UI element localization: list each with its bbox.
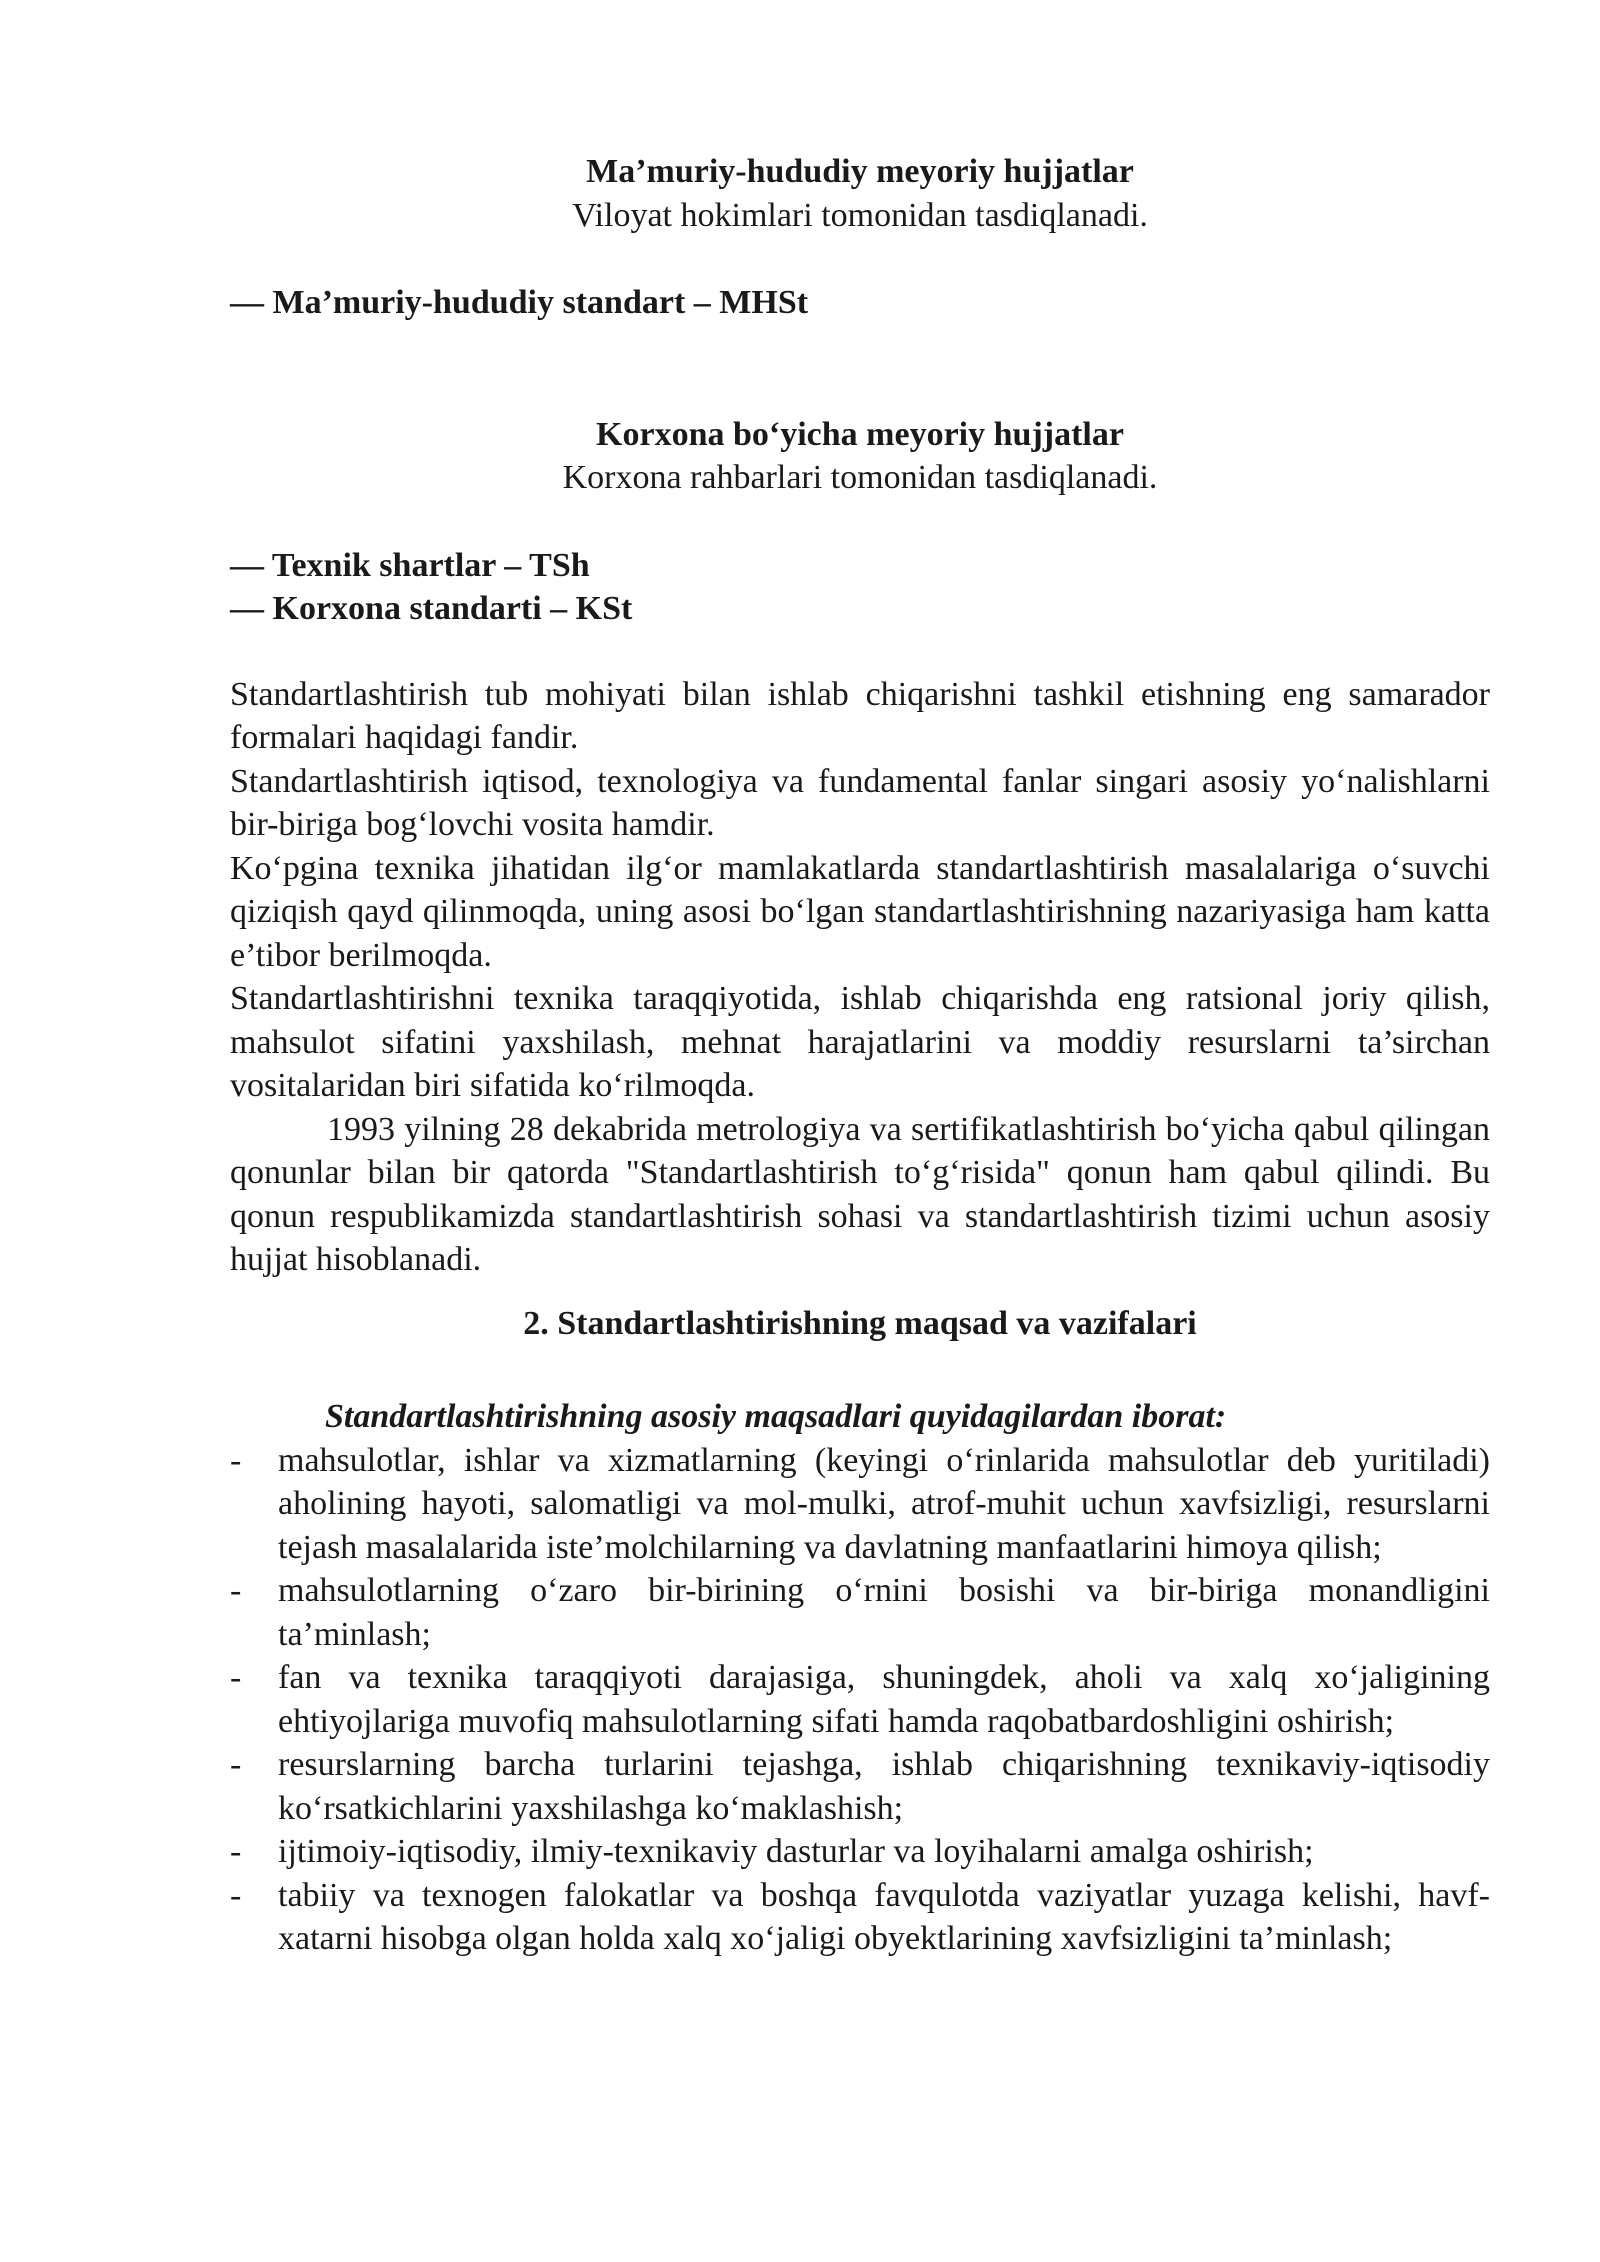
block-administrative-title: Ma’muriy-hududiy meyoriy hujjatlar — [586, 153, 1134, 190]
document-page — [230, 150, 1490, 1961]
paragraph: 1993 yilning 28 dekabrida metrologiya va sertifikatlashtirish bo‘yicha qabul qilingan qonunlar bilan bir qatorda "Standartlashtirish to‘g‘risida" qonun ham qabul qilindi. Bu qonun respublikamizda standartlashtirish sohasi va standartlashtirish tizimi uchun asosiy hujjat hisoblanadi. — [230, 1110, 1490, 1278]
bullet-dash: - — [230, 1876, 242, 1914]
list-item — [230, 1656, 1490, 1743]
bullet-dash: - — [230, 1441, 242, 1479]
list-item-text: tabiiy va texnogen falokatlar va boshqa favqulotda vaziyatlar yuzaga kelishi, havf-xatarni hisobga olgan holda xalq xo‘jaligi obyektlarining xavfsizligini ta’minlash; — [278, 1876, 1490, 1957]
standard-type-kst: — Korxona standarti – KSt — [230, 590, 633, 627]
block-enterprise-title: Korxona bo‘yicha meyoriy hujjatlar — [596, 415, 1124, 453]
list-item-text: mahsulotlarning o‘zaro bir-birining o‘rnini bosishi va bir-biriga monandligini ta’minlash; — [278, 1572, 1490, 1653]
goals-subheading: Standartlashtirishning asosiy maqsadlari quyidagilardan iborat: — [325, 1398, 1227, 1435]
paragraph: Standartlashtirishni texnika taraqqiyotida, ishlab chiqarishda eng ratsional joriy qilish, mahsulot sifatini yaxshilash, mehnat harajatlarini va moddiy resurslarni ta’sirchan vositalaridan biri sifatida ko‘rilmoqda. — [230, 980, 1490, 1104]
list-item — [230, 1439, 1490, 1570]
block-enterprise-subtitle: Korxona rahbarlari tomonidan tasdiqlanadi. — [562, 459, 1158, 496]
paragraph: Ko‘pgina texnika jihatidan ilg‘or mamlakatlarda standartlashtirish masalalariga o‘suvchi qiziqish qayd qilinmoqda, uning asosi bo‘lgan standartlashtirishning nazariyasiga ham katta e’tibor berilmoqda. — [230, 849, 1490, 974]
list-item — [230, 1874, 1490, 1961]
list-item-text: ijtimoiy-iqtisodiy, ilmiy-texnikaviy dasturlar va loyihalarni amalga oshirish; — [278, 1833, 1314, 1870]
bullet-dash: - — [230, 1572, 242, 1609]
list-item-text: resurslarning barcha turlarini tejashga, ishlab chiqarishning texnikaviy-iqtisodiy ko‘rsatkichlarini yaxshilashga ko‘maklashish; — [278, 1746, 1490, 1827]
block-administrative-subtitle: Viloyat hokimlari tomonidan tasdiqlanadi. — [572, 196, 1148, 234]
list-item — [230, 1569, 1490, 1656]
paragraph: Standartlashtirish iqtisod, texnologiya va fundamental fanlar singari asosiy yo‘nalishlarni bir-biriga bog‘lovchi vosita hamdir. — [230, 762, 1490, 843]
block-administrative — [230, 150, 1490, 237]
goals-list — [230, 1439, 1490, 1961]
block-enterprise — [230, 413, 1490, 500]
standard-type-tsh: — Texnik shartlar – TSh — [230, 546, 590, 584]
list-item-text: fan va texnika taraqqiyoti darajasiga, shuningdek, aholi va xalq xo‘jaligining ehtiyojlariga muvofiq mahsulotlarning sifati hamda raqobatbardoshligini oshirish; — [278, 1659, 1490, 1740]
standard-type-mhst: — Ma’muriy-hududiy standart – MHSt — [230, 284, 809, 321]
bullet-dash: - — [230, 1833, 242, 1870]
bullet-dash: - — [230, 1659, 242, 1696]
list-item — [230, 1743, 1490, 1830]
list-item — [230, 1830, 1490, 1874]
bullet-dash: - — [230, 1746, 242, 1783]
paragraph: Standartlashtirish tub mohiyati bilan ishlab chiqarishni tashkil etishning eng samarador formalari haqidagi fandir. — [230, 675, 1490, 756]
list-item-text: mahsulotlar, ishlar va xizmatlarning (keyingi o‘rinlarida mahsulotlar deb yuritiladi) aholining hayoti, salomatligi va mol-mulki, atrof-muhit uchun xavfsizligi, resurslarni tejash masalalarida iste’molchilarning va davlatning manfaatlarini himoya qilish; — [278, 1441, 1490, 1566]
section-title: 2. Standartlashtirishning maqsad va vazifalari — [523, 1304, 1197, 1342]
